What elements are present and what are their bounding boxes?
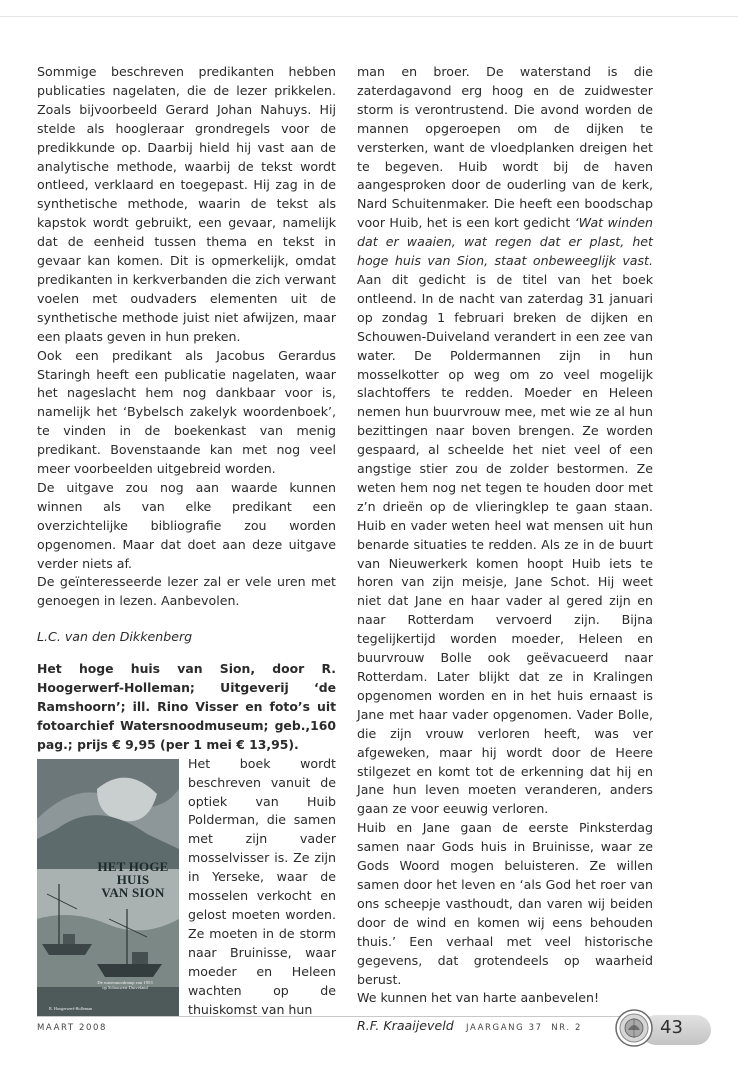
page-number: 43 [660, 1017, 683, 1038]
poem-note: Aan dit gedicht is de titel van het boek ontleend. [357, 271, 653, 306]
issue-label: NR. 2 [551, 1023, 582, 1033]
book-cover-title [87, 860, 179, 899]
left-column [37, 63, 336, 1019]
issue-date: MAART 2008 [37, 1023, 108, 1033]
paragraph-text: man en broer. De waterstand is die zaterdagavond erg hoog en de zuidwester storm is verontrustend. Die avond worden de mannen opgeroepen om de dijken te versterken, want de vloedplanken dreigen het te begeven. Huib wordt bij de haven aangesproken door de ouderling van de kerk, Nard Schuitenmaker. Die heeft een boodschap voor Huib, het is een kort gedicht [357, 64, 653, 231]
right-column [357, 63, 653, 1036]
footer-rule [37, 1016, 627, 1017]
book-title-info: Het hoge huis van Sion, door R. Hoogerwerf-Holleman; Uitgeverij ‘de Ramshoorn’; ill. Rino Visser en foto’s uit fotoarchief Watersnoodmuseum; geb.,160 pag.; prijs € 9,95 (per 1 mei € 13,95). [37, 661, 336, 752]
paragraph-text: In de nacht van zaterdag 31 januari op zondag 1 februari breken de dijken en Schouwen-Duiveland verandert in een zee van water. De Poldermannen zijn in hun mosselkotter op weg om zo veel mogelijk slachtoffers te redden. Moeder en Heleen nemen hun buurvrouw mee, met wie ze al hun bezittingen naar boven brengen. Ze worden gespaard, al scheelde het niet veel of een angstige stier zou de zolder bestormen. Ze weten hem nog net tegen te houden door met z’n drieën op de vlieringklep te gaan staan. Huib en vader weten heel wat mensen uit hun benarde situaties te redden. Als ze in de buurt van Nieuwerkerk komen hoopt Huib iets te horen van zijn meisje, Jane Schot. Hij weet niet dat Jane en haar vader al gered zijn en naar Rotterdam vervoerd zijn. Bijna tegelijkertijd worden moeder, Heleen en buurvrouw Bolle ook geëvacueerd naar Rotterdam. Later blijkt dat ze in Kralingen opgenomen worden en in het huis ernaast is Jane met haar vader opgenomen. Vader Bolle, die zijn vrouw verloren heeft, was ver afgeweken, maar hij wordt door de Heere stilgezet en komt tot de erkenning dat hij en Jane hun leven moeten veranderen, anders gaan ze voor eeuwig verloren. [357, 290, 653, 817]
cover-title-line: VAN SION [101, 884, 165, 900]
reviewer-signature: R.F. Kraaijeveld [357, 1018, 454, 1034]
poem-quote: ‘Wat winden dat er waaien, wat regen dat er plast, het hoge huis van Sion, staat onbeweeglijk vast. [357, 215, 653, 269]
paragraph: Sommige beschreven predikanten hebben publicaties nagelaten, die de lezer prikkelen. Zoals bijvoorbeeld Gerard Johan Nahuys. Hij stelde als hoogleraar grondregels voor de predikkunde op. Daarbij hield hij vast aan de analytische methode, waarbij de tekst wordt ontleed, verklaard en toegepast. Hij zag in de synthetische methode, waarin de tekst als kapstok wordt gebruikt, een gevaar, namelijk dat de eenheid tussen thema en tekst in gevaar kan komen. Dit is opmerkelijk, omdat predikanten in kerkverbanden die zich verwant voelen met oudvaders elementen uit de synthetische methode juist niet afwijzen, maar een plaats geven in hun preken. [37, 64, 336, 344]
cover-caption-line: De watersnoodramp van 1953 [97, 979, 153, 985]
paragraph: Ook een predikant als Jacobus Gerardus Staringh heeft een publicatie nagelaten, waar het nageslacht hem nog dankbaar voor is, namelijk het ‘Bybelsch zakelyk woordenboek’, te vinden in de boekenkast van menig predikant. Bovenstaande kan met nog veel meer voorbeelden uitgebreid worden. [37, 347, 336, 477]
review-paragraph: Het boek wordt beschreven vanuit de optiek van Huib Polderman, die samen met zijn vader mosselvisser is. Ze zijn in Yerseke, waar de mosselen verkocht en gelost moeten worden. Ze moeten in de storm naar Bruinisse, waar moeder en Heleen wachten op de thuiskomst van hun [188, 755, 336, 1017]
book-cover-author: R. Hoogerwerf-Holleman [49, 1005, 93, 1011]
volume-issue [466, 1023, 582, 1033]
paragraph [357, 63, 653, 819]
book-cover-image [37, 759, 179, 1016]
paragraph: We kunnen het van harte aanbevelen! [357, 990, 600, 1006]
reviewer-signature: L.C. van den Dikkenberg [37, 629, 193, 645]
magazine-emblem-icon [614, 1008, 654, 1048]
book-cover-caption [75, 980, 175, 990]
cover-title-line: HET HOGE HUIS [97, 858, 169, 887]
cover-caption-line: op Schouwen-Duiveland [102, 984, 148, 990]
paragraph: De geïnteresseerde lezer zal er vele uren met genoegen in lezen. Aanbevolen. [37, 574, 336, 609]
top-rule [0, 16, 738, 17]
volume-label: JAARGANG 37 [466, 1023, 543, 1033]
paragraph: De uitgave zou nog aan waarde kunnen winnen als van elke predikant een overzichtelijke bibliografie zou worden opgenomen. Maar dat doet aan deze uitgave verder niets af. [37, 479, 336, 571]
paragraph: Huib en Jane gaan de eerste Pinksterdag samen naar Gods huis in Bruinisse, waar ze Gods Woord mogen beluisteren. Ze willen samen door het leven en ‘als God het roer van ons scheepje vasthoudt, dan varen wij beiden door de wind en komen wij eens behouden thuis.’ Een verhaal met veel historische gegevens, dat grotendeels op waarheid berust. [357, 820, 653, 987]
